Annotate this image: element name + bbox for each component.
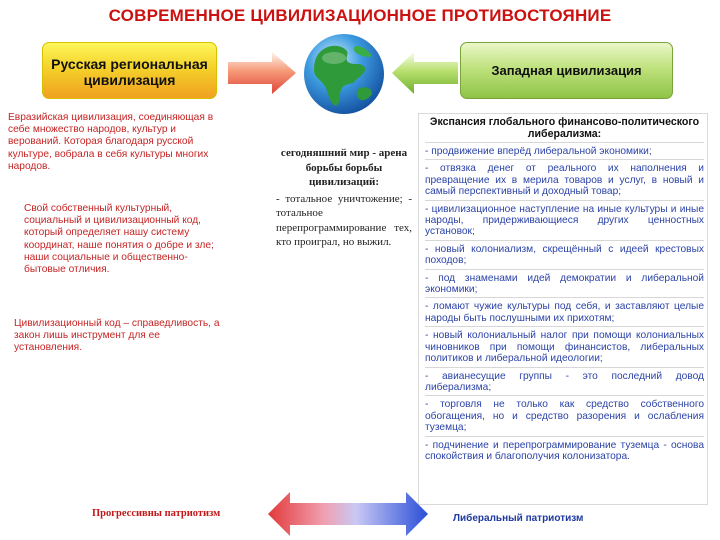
list-item: - подчинение и перепрограммирование туземца - основа спокойствия и благополучия колонизатора.: [425, 436, 704, 463]
list-item: - под знаменами идей демократии и либеральной экономики;: [425, 269, 704, 296]
list-item: - ломают чужие культуры под себя, и заставляют целые народы быть послушными их прихотям;: [425, 297, 704, 324]
left-pointing-arrow-icon: [392, 52, 458, 94]
list-item: - продвижение вперёд либеральной экономики;: [425, 142, 704, 157]
middle-heading: сегодняшний мир - арена борьбы борьбы цивилизаций:: [280, 147, 408, 188]
progressive-patriotism-label: Прогрессивны патриотизм: [92, 508, 221, 519]
right-pointing-arrow-icon: [228, 52, 296, 94]
western-expansion-heading: Экспансия глобального финансово-политического либерализма:: [429, 116, 700, 140]
list-item: - новый колониальный налог при помощи колониальных чиновников при помощи финансистов, либеральных политиков и либеральной идеологии;: [425, 326, 704, 364]
globe-icon: [302, 32, 386, 116]
list-item: - отвязка денег от реального их наполнения и превращение их в мерила товаров и услуг, в новый и самый перспективный и доходный товар;: [425, 159, 704, 197]
page-title: СОВРЕМЕННОЕ ЦИВИЛИЗАЦИОННОЕ ПРОТИВОСТОЯНИЕ: [108, 6, 612, 25]
left-text-eurasian: Евразийская цивилизация, соединяющая в себе множество народов, культур и верований. Которая благодаря русской культуре, вобрала в себя культуры многих народов.: [8, 112, 214, 172]
list-item: - авианесущие группы - это последний довод либерализма;: [425, 367, 704, 394]
list-item: - новый колониализм, скрещённый с идеей крестовых походов;: [425, 240, 704, 267]
double-arrow-icon: [268, 492, 428, 536]
left-text-justice: Цивилизационный код – справедливость, а закон лишь инструмент для ее установления.: [14, 318, 220, 354]
list-item: - торговля не только как средство собственного обогащения, но и средство разорения и ослабления туземца;: [425, 395, 704, 433]
liberal-patriotism-label: Либеральный патриотизм: [453, 513, 584, 524]
middle-body: - тотальное уничтожение; - тотальное перепрограммирование тех, кто проиграл, но выжил.: [276, 192, 412, 248]
left-text-code: Свой собственный культурный, социальный и цивилизационный код, который определяет нашу систему координат, наше понятия о добре и зле; наши социальные и общественно-бытовые отличия.: [24, 203, 214, 276]
list-item: - цивилизационное наступление на иные культуры и иные народы, придерживающиеся других ценностных установок;: [425, 200, 704, 238]
western-civilization-box: Западная цивилизация: [460, 42, 673, 99]
middle-text-block: [276, 146, 412, 250]
russian-civilization-box: Русская региональная цивилизация: [42, 42, 217, 99]
western-expansion-list: [418, 113, 708, 505]
